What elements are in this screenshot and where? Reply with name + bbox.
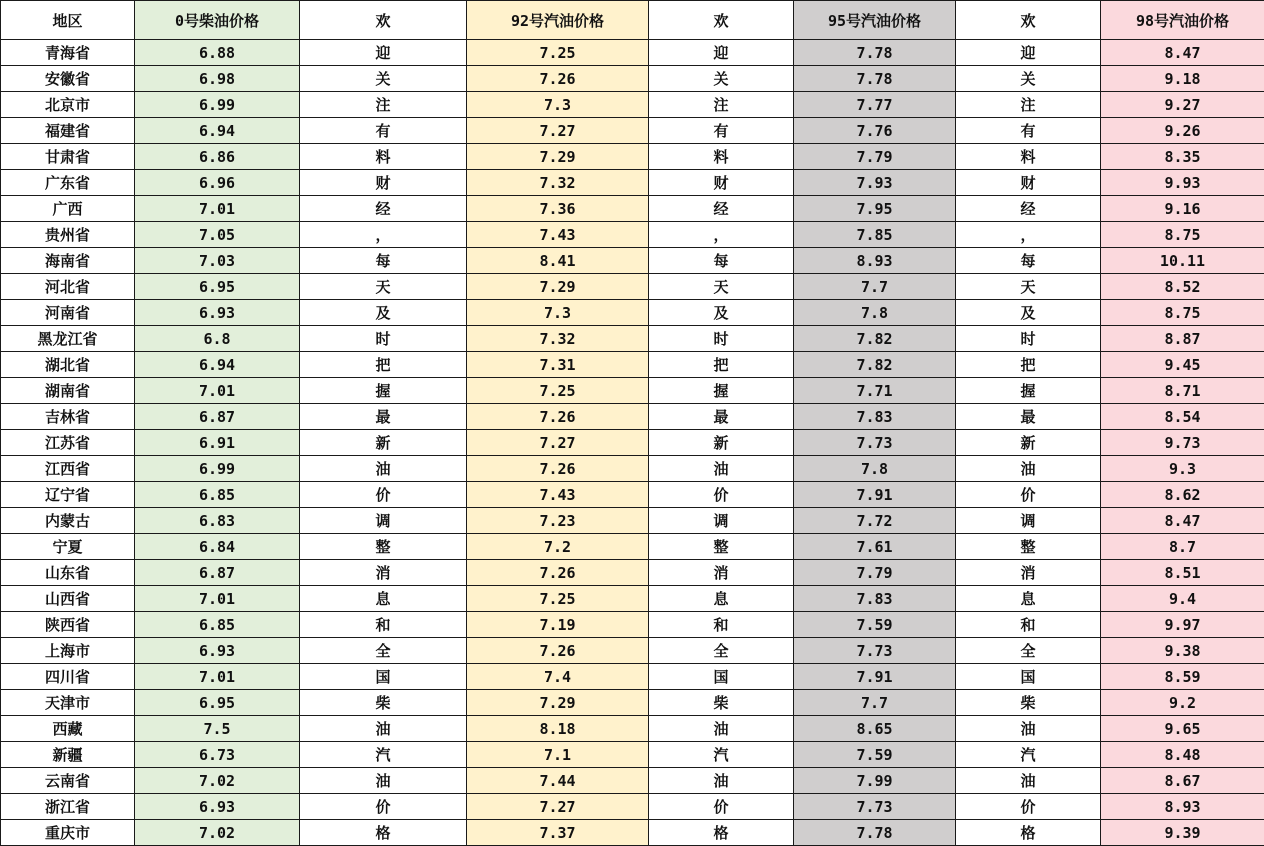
- cell-separator: 时: [649, 326, 794, 352]
- table-row: [1, 560, 1264, 586]
- table-row: [1, 92, 1264, 118]
- cell-diesel-0: 7.02: [135, 768, 300, 794]
- cell-gasoline-98: 8.47: [1101, 508, 1264, 534]
- cell-separator: 把: [956, 352, 1101, 378]
- cell-separator: 天: [649, 274, 794, 300]
- cell-region: 海南省: [1, 248, 135, 274]
- cell-separator: 把: [649, 352, 794, 378]
- cell-diesel-0: 6.99: [135, 92, 300, 118]
- cell-gasoline-92: 7.43: [467, 482, 649, 508]
- cell-gasoline-95: 7.73: [794, 430, 956, 456]
- cell-gasoline-98: 9.73: [1101, 430, 1264, 456]
- table-row: [1, 768, 1264, 794]
- cell-separator: 有: [300, 118, 467, 144]
- cell-separator: 关: [956, 66, 1101, 92]
- cell-region: 甘肃省: [1, 144, 135, 170]
- table-row: [1, 326, 1264, 352]
- cell-separator: 整: [956, 534, 1101, 560]
- cell-gasoline-92: 7.43: [467, 222, 649, 248]
- cell-separator: 柴: [649, 690, 794, 716]
- cell-diesel-0: 6.87: [135, 404, 300, 430]
- cell-separator: 油: [300, 768, 467, 794]
- cell-separator: 握: [956, 378, 1101, 404]
- cell-separator: 格: [649, 820, 794, 846]
- table-row: [1, 534, 1264, 560]
- cell-separator: 消: [956, 560, 1101, 586]
- cell-gasoline-95: 7.83: [794, 404, 956, 430]
- cell-gasoline-98: 8.67: [1101, 768, 1264, 794]
- cell-gasoline-95: 7.78: [794, 40, 956, 66]
- table-row: [1, 378, 1264, 404]
- table-row: [1, 820, 1264, 846]
- cell-separator: 价: [956, 482, 1101, 508]
- cell-gasoline-98: 9.26: [1101, 118, 1264, 144]
- table-row: [1, 482, 1264, 508]
- cell-gasoline-98: 9.18: [1101, 66, 1264, 92]
- table-row: [1, 274, 1264, 300]
- cell-gasoline-98: 8.35: [1101, 144, 1264, 170]
- cell-gasoline-95: 7.85: [794, 222, 956, 248]
- cell-separator: 油: [300, 456, 467, 482]
- cell-gasoline-92: 7.26: [467, 456, 649, 482]
- cell-separator: 调: [956, 508, 1101, 534]
- cell-separator: 价: [956, 794, 1101, 820]
- cell-separator: 息: [956, 586, 1101, 612]
- cell-separator: ，: [649, 222, 794, 248]
- cell-separator: 和: [956, 612, 1101, 638]
- cell-separator: 柴: [956, 690, 1101, 716]
- cell-diesel-0: 6.87: [135, 560, 300, 586]
- cell-separator: 最: [649, 404, 794, 430]
- cell-separator: 经: [649, 196, 794, 222]
- cell-region: 湖北省: [1, 352, 135, 378]
- cell-separator: 及: [956, 300, 1101, 326]
- cell-gasoline-98: 10.11: [1101, 248, 1264, 274]
- cell-gasoline-92: 7.26: [467, 638, 649, 664]
- cell-gasoline-98: 8.51: [1101, 560, 1264, 586]
- cell-gasoline-92: 7.2: [467, 534, 649, 560]
- cell-region: 吉林省: [1, 404, 135, 430]
- cell-gasoline-92: 8.41: [467, 248, 649, 274]
- cell-gasoline-95: 7.61: [794, 534, 956, 560]
- cell-gasoline-95: 7.78: [794, 820, 956, 846]
- cell-region: 陕西省: [1, 612, 135, 638]
- cell-separator: 油: [649, 768, 794, 794]
- cell-diesel-0: 6.8: [135, 326, 300, 352]
- cell-separator: 油: [649, 456, 794, 482]
- table-row: [1, 690, 1264, 716]
- cell-gasoline-98: 9.65: [1101, 716, 1264, 742]
- cell-separator: ，: [956, 222, 1101, 248]
- cell-separator: 国: [956, 664, 1101, 690]
- cell-gasoline-98: 9.39: [1101, 820, 1264, 846]
- cell-gasoline-92: 7.3: [467, 300, 649, 326]
- cell-gasoline-92: 7.26: [467, 66, 649, 92]
- cell-gasoline-95: 7.82: [794, 352, 956, 378]
- cell-separator: 料: [300, 144, 467, 170]
- cell-diesel-0: 7.01: [135, 378, 300, 404]
- cell-diesel-0: 7.5: [135, 716, 300, 742]
- cell-gasoline-95: 7.8: [794, 300, 956, 326]
- cell-region: 江苏省: [1, 430, 135, 456]
- cell-gasoline-95: 7.78: [794, 66, 956, 92]
- cell-separator: 价: [649, 794, 794, 820]
- cell-separator: 整: [300, 534, 467, 560]
- cell-gasoline-98: 8.52: [1101, 274, 1264, 300]
- table-row: [1, 716, 1264, 742]
- cell-separator: 握: [300, 378, 467, 404]
- cell-separator: 汽: [649, 742, 794, 768]
- cell-separator: 每: [956, 248, 1101, 274]
- cell-region: 北京市: [1, 92, 135, 118]
- cell-separator: 价: [300, 482, 467, 508]
- table-row: [1, 170, 1264, 196]
- cell-region: 浙江省: [1, 794, 135, 820]
- cell-gasoline-92: 7.29: [467, 274, 649, 300]
- cell-gasoline-95: 7.76: [794, 118, 956, 144]
- cell-gasoline-98: 8.54: [1101, 404, 1264, 430]
- cell-separator: 财: [300, 170, 467, 196]
- cell-separator: 关: [649, 66, 794, 92]
- table-row: [1, 664, 1264, 690]
- cell-gasoline-92: 7.23: [467, 508, 649, 534]
- table-row: [1, 456, 1264, 482]
- cell-separator: 国: [649, 664, 794, 690]
- cell-region: 青海省: [1, 40, 135, 66]
- cell-separator: 汽: [956, 742, 1101, 768]
- cell-diesel-0: 6.91: [135, 430, 300, 456]
- cell-separator: 全: [300, 638, 467, 664]
- cell-separator: 财: [649, 170, 794, 196]
- cell-diesel-0: 6.94: [135, 352, 300, 378]
- table-row: [1, 794, 1264, 820]
- cell-gasoline-98: 9.27: [1101, 92, 1264, 118]
- cell-gasoline-95: 7.83: [794, 586, 956, 612]
- table-row: [1, 144, 1264, 170]
- header-region: 地区: [1, 1, 135, 40]
- table-row: [1, 300, 1264, 326]
- cell-diesel-0: 6.85: [135, 612, 300, 638]
- header-gasoline-92: 92号汽油价格: [467, 1, 649, 40]
- cell-separator: 注: [956, 92, 1101, 118]
- cell-diesel-0: 6.99: [135, 456, 300, 482]
- cell-separator: 最: [300, 404, 467, 430]
- table-row: [1, 118, 1264, 144]
- cell-gasoline-95: 7.7: [794, 274, 956, 300]
- cell-region: 宁夏: [1, 534, 135, 560]
- cell-diesel-0: 6.88: [135, 40, 300, 66]
- cell-separator: 格: [956, 820, 1101, 846]
- cell-separator: 息: [300, 586, 467, 612]
- cell-separator: 天: [956, 274, 1101, 300]
- table-row: [1, 222, 1264, 248]
- cell-gasoline-92: 7.44: [467, 768, 649, 794]
- cell-separator: 迎: [649, 40, 794, 66]
- cell-gasoline-95: 7.91: [794, 664, 956, 690]
- cell-gasoline-98: 9.2: [1101, 690, 1264, 716]
- cell-separator: 经: [300, 196, 467, 222]
- cell-region: 福建省: [1, 118, 135, 144]
- cell-gasoline-95: 7.73: [794, 638, 956, 664]
- cell-gasoline-95: 7.77: [794, 92, 956, 118]
- cell-gasoline-98: 8.7: [1101, 534, 1264, 560]
- cell-region: 天津市: [1, 690, 135, 716]
- cell-gasoline-98: 8.48: [1101, 742, 1264, 768]
- table-row: [1, 404, 1264, 430]
- header-gasoline-98: 98号汽油价格: [1101, 1, 1264, 40]
- cell-separator: 最: [956, 404, 1101, 430]
- cell-gasoline-92: 7.32: [467, 170, 649, 196]
- cell-separator: 汽: [300, 742, 467, 768]
- table-row: [1, 248, 1264, 274]
- cell-gasoline-92: 8.18: [467, 716, 649, 742]
- cell-gasoline-95: 7.95: [794, 196, 956, 222]
- cell-gasoline-92: 7.32: [467, 326, 649, 352]
- cell-gasoline-92: 7.31: [467, 352, 649, 378]
- header-separator-1: 欢: [300, 1, 467, 40]
- cell-separator: 迎: [956, 40, 1101, 66]
- cell-gasoline-98: 9.97: [1101, 612, 1264, 638]
- cell-separator: 关: [300, 66, 467, 92]
- cell-separator: 经: [956, 196, 1101, 222]
- table-body: [1, 40, 1264, 846]
- cell-separator: 注: [300, 92, 467, 118]
- cell-diesel-0: 6.96: [135, 170, 300, 196]
- cell-region: 西藏: [1, 716, 135, 742]
- cell-diesel-0: 6.83: [135, 508, 300, 534]
- cell-gasoline-98: 8.75: [1101, 222, 1264, 248]
- cell-separator: 价: [300, 794, 467, 820]
- cell-gasoline-95: 7.82: [794, 326, 956, 352]
- cell-diesel-0: 6.93: [135, 300, 300, 326]
- cell-gasoline-95: 7.91: [794, 482, 956, 508]
- cell-diesel-0: 7.05: [135, 222, 300, 248]
- cell-separator: 油: [300, 716, 467, 742]
- cell-region: 山东省: [1, 560, 135, 586]
- cell-gasoline-92: 7.36: [467, 196, 649, 222]
- cell-region: 重庆市: [1, 820, 135, 846]
- table-header: [1, 1, 1264, 40]
- cell-gasoline-92: 7.37: [467, 820, 649, 846]
- cell-separator: 及: [649, 300, 794, 326]
- cell-separator: 新: [649, 430, 794, 456]
- cell-region: 辽宁省: [1, 482, 135, 508]
- cell-separator: 格: [300, 820, 467, 846]
- cell-diesel-0: 7.03: [135, 248, 300, 274]
- cell-diesel-0: 6.93: [135, 794, 300, 820]
- cell-diesel-0: 7.01: [135, 196, 300, 222]
- cell-separator: 调: [649, 508, 794, 534]
- cell-region: 黑龙江省: [1, 326, 135, 352]
- cell-gasoline-95: 7.7: [794, 690, 956, 716]
- cell-gasoline-98: 8.59: [1101, 664, 1264, 690]
- cell-gasoline-92: 7.25: [467, 40, 649, 66]
- cell-gasoline-92: 7.26: [467, 404, 649, 430]
- cell-gasoline-95: 7.79: [794, 144, 956, 170]
- cell-separator: 调: [300, 508, 467, 534]
- table-row: [1, 638, 1264, 664]
- cell-separator: 新: [300, 430, 467, 456]
- cell-region: 贵州省: [1, 222, 135, 248]
- cell-gasoline-98: 8.62: [1101, 482, 1264, 508]
- cell-separator: 油: [956, 716, 1101, 742]
- cell-gasoline-98: 9.4: [1101, 586, 1264, 612]
- cell-separator: 把: [300, 352, 467, 378]
- cell-gasoline-95: 7.59: [794, 742, 956, 768]
- cell-separator: 国: [300, 664, 467, 690]
- cell-gasoline-98: 8.93: [1101, 794, 1264, 820]
- cell-diesel-0: 6.95: [135, 690, 300, 716]
- cell-gasoline-98: 9.3: [1101, 456, 1264, 482]
- cell-gasoline-92: 7.25: [467, 586, 649, 612]
- cell-gasoline-95: 8.93: [794, 248, 956, 274]
- cell-gasoline-95: 7.59: [794, 612, 956, 638]
- cell-region: 河北省: [1, 274, 135, 300]
- cell-diesel-0: 6.95: [135, 274, 300, 300]
- cell-region: 湖南省: [1, 378, 135, 404]
- cell-gasoline-92: 7.27: [467, 118, 649, 144]
- cell-separator: 料: [649, 144, 794, 170]
- cell-gasoline-95: 7.8: [794, 456, 956, 482]
- header-diesel-0: 0号柴油价格: [135, 1, 300, 40]
- cell-gasoline-95: 7.93: [794, 170, 956, 196]
- cell-diesel-0: 6.73: [135, 742, 300, 768]
- cell-separator: 消: [649, 560, 794, 586]
- table-row: [1, 508, 1264, 534]
- cell-separator: 财: [956, 170, 1101, 196]
- cell-gasoline-92: 7.26: [467, 560, 649, 586]
- cell-gasoline-92: 7.27: [467, 794, 649, 820]
- cell-gasoline-98: 8.75: [1101, 300, 1264, 326]
- cell-diesel-0: 6.84: [135, 534, 300, 560]
- header-separator-3: 欢: [956, 1, 1101, 40]
- cell-region: 山西省: [1, 586, 135, 612]
- cell-separator: 每: [649, 248, 794, 274]
- table-row: [1, 586, 1264, 612]
- cell-diesel-0: 6.86: [135, 144, 300, 170]
- cell-separator: 油: [956, 456, 1101, 482]
- cell-region: 云南省: [1, 768, 135, 794]
- cell-gasoline-95: 7.72: [794, 508, 956, 534]
- table-row: [1, 430, 1264, 456]
- cell-diesel-0: 6.85: [135, 482, 300, 508]
- cell-separator: 息: [649, 586, 794, 612]
- table-row: [1, 196, 1264, 222]
- cell-gasoline-92: 7.25: [467, 378, 649, 404]
- table-row: [1, 742, 1264, 768]
- cell-gasoline-92: 7.27: [467, 430, 649, 456]
- cell-diesel-0: 7.01: [135, 664, 300, 690]
- cell-separator: 和: [300, 612, 467, 638]
- cell-region: 新疆: [1, 742, 135, 768]
- cell-separator: 握: [649, 378, 794, 404]
- cell-gasoline-98: 8.71: [1101, 378, 1264, 404]
- cell-gasoline-95: 7.79: [794, 560, 956, 586]
- cell-gasoline-92: 7.3: [467, 92, 649, 118]
- cell-gasoline-92: 7.4: [467, 664, 649, 690]
- cell-separator: 柴: [300, 690, 467, 716]
- cell-separator: 新: [956, 430, 1101, 456]
- cell-separator: 和: [649, 612, 794, 638]
- table-row: [1, 40, 1264, 66]
- cell-separator: 注: [649, 92, 794, 118]
- cell-gasoline-95: 7.73: [794, 794, 956, 820]
- cell-gasoline-95: 7.71: [794, 378, 956, 404]
- cell-gasoline-98: 9.45: [1101, 352, 1264, 378]
- cell-separator: 天: [300, 274, 467, 300]
- cell-diesel-0: 6.94: [135, 118, 300, 144]
- cell-gasoline-95: 8.65: [794, 716, 956, 742]
- cell-region: 上海市: [1, 638, 135, 664]
- cell-gasoline-98: 9.38: [1101, 638, 1264, 664]
- cell-gasoline-92: 7.29: [467, 144, 649, 170]
- table-row: [1, 352, 1264, 378]
- cell-separator: 整: [649, 534, 794, 560]
- header-gasoline-95: 95号汽油价格: [794, 1, 956, 40]
- cell-diesel-0: 7.01: [135, 586, 300, 612]
- cell-separator: 有: [649, 118, 794, 144]
- header-row: [1, 1, 1264, 40]
- cell-separator: 料: [956, 144, 1101, 170]
- cell-region: 内蒙古: [1, 508, 135, 534]
- cell-separator: 全: [956, 638, 1101, 664]
- cell-separator: 价: [649, 482, 794, 508]
- cell-gasoline-98: 8.87: [1101, 326, 1264, 352]
- cell-region: 安徽省: [1, 66, 135, 92]
- cell-separator: 油: [649, 716, 794, 742]
- cell-gasoline-98: 9.16: [1101, 196, 1264, 222]
- cell-region: 广西: [1, 196, 135, 222]
- cell-diesel-0: 6.93: [135, 638, 300, 664]
- cell-separator: 迎: [300, 40, 467, 66]
- cell-separator: 及: [300, 300, 467, 326]
- cell-region: 四川省: [1, 664, 135, 690]
- cell-separator: 时: [300, 326, 467, 352]
- header-separator-2: 欢: [649, 1, 794, 40]
- cell-diesel-0: 6.98: [135, 66, 300, 92]
- cell-gasoline-92: 7.29: [467, 690, 649, 716]
- cell-separator: 全: [649, 638, 794, 664]
- table-row: [1, 66, 1264, 92]
- cell-separator: 有: [956, 118, 1101, 144]
- cell-gasoline-98: 8.47: [1101, 40, 1264, 66]
- cell-region: 广东省: [1, 170, 135, 196]
- cell-separator: ，: [300, 222, 467, 248]
- cell-gasoline-92: 7.1: [467, 742, 649, 768]
- cell-gasoline-95: 7.99: [794, 768, 956, 794]
- cell-separator: 油: [956, 768, 1101, 794]
- cell-gasoline-98: 9.93: [1101, 170, 1264, 196]
- cell-diesel-0: 7.02: [135, 820, 300, 846]
- cell-separator: 消: [300, 560, 467, 586]
- cell-region: 河南省: [1, 300, 135, 326]
- table-row: [1, 612, 1264, 638]
- cell-gasoline-92: 7.19: [467, 612, 649, 638]
- cell-region: 江西省: [1, 456, 135, 482]
- cell-separator: 每: [300, 248, 467, 274]
- cell-separator: 时: [956, 326, 1101, 352]
